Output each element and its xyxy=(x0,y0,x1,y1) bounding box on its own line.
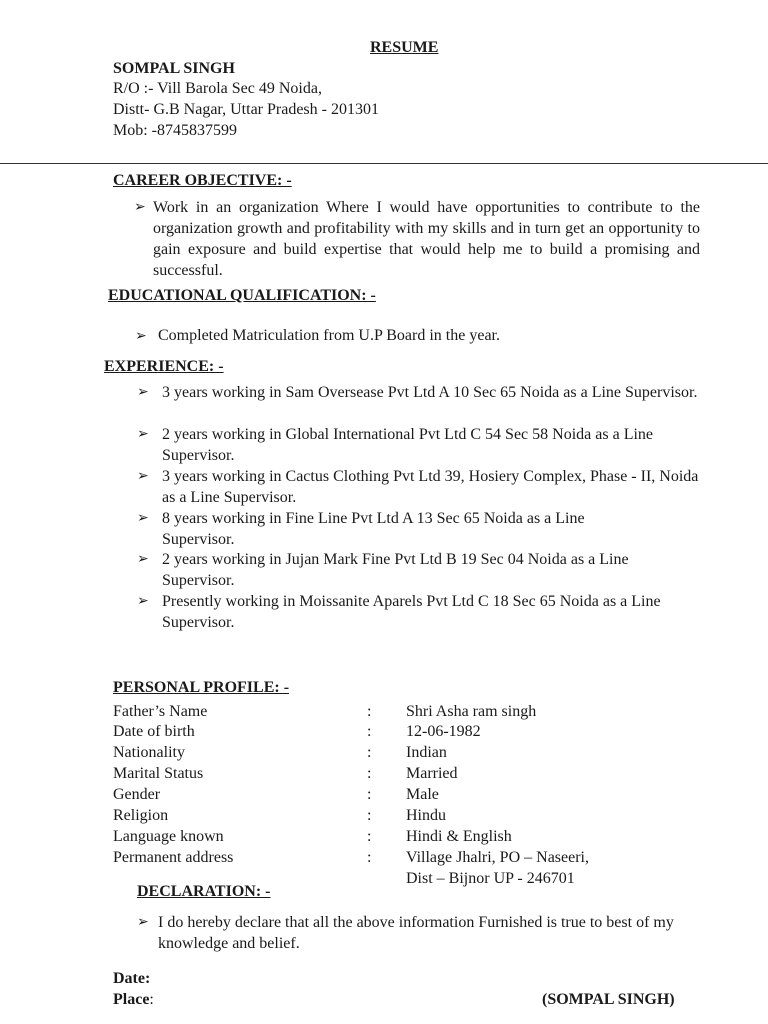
place-label-text: Place xyxy=(113,991,150,1008)
profile-value: 12-06-1982 xyxy=(406,723,481,740)
profile-value: Male xyxy=(406,786,439,803)
candidate-name: SOMPAL SINGH xyxy=(113,60,235,77)
education-item: Completed Matriculation from U.P Board in the year. xyxy=(158,327,500,344)
profile-label: Date of birth xyxy=(113,723,195,740)
experience-heading: EXPERIENCE: - xyxy=(104,358,224,375)
personal-profile-heading: PERSONAL PROFILE: - xyxy=(113,679,290,696)
profile-label: Marital Status xyxy=(113,765,204,782)
address-line-2: Distt- G.B Nagar, Uttar Pradesh - 201301 xyxy=(113,101,379,118)
profile-label: Gender xyxy=(113,786,161,803)
profile-colon: : xyxy=(367,828,372,845)
date-label: Date: xyxy=(113,970,151,987)
profile-value: Hindu xyxy=(406,807,446,824)
bullet-arrow-icon: ➢ xyxy=(137,511,149,526)
experience-item: 8 years working in Fine Line Pvt Ltd A 13 Sec 65 Noida as a Line Supervisor. xyxy=(162,510,585,548)
profile-value: Indian xyxy=(406,744,447,761)
profile-colon: : xyxy=(367,807,372,824)
experience-item: Presently working in Moissanite Aparels Pvt Ltd C 18 Sec 65 Noida as a Line Supervisor. xyxy=(162,593,661,631)
resume-title: RESUME xyxy=(370,39,439,56)
profile-value: Village Jhalri, PO – Naseeri, xyxy=(406,849,589,866)
experience-item: 2 years working in Global International Pvt Ltd C 54 Sec 58 Noida as a Line Supervisor. xyxy=(162,426,654,464)
signature-name: (SOMPAL SINGH) xyxy=(542,991,675,1008)
bullet-arrow-icon: ➢ xyxy=(137,915,149,930)
profile-value: Hindi & English xyxy=(406,828,512,845)
place-label xyxy=(113,990,154,1010)
profile-label: Language known xyxy=(113,828,224,845)
profile-label: Permanent address xyxy=(113,849,234,866)
header-divider xyxy=(0,163,768,164)
bullet-arrow-icon: ➢ xyxy=(137,385,149,400)
profile-colon: : xyxy=(367,849,372,866)
profile-colon: : xyxy=(367,703,372,720)
career-objective-heading: CAREER OBJECTIVE: - xyxy=(113,172,292,189)
bullet-arrow-icon: ➢ xyxy=(137,594,149,609)
profile-colon: : xyxy=(367,765,372,782)
profile-colon: : xyxy=(367,786,372,803)
bullet-arrow-icon: ➢ xyxy=(137,469,149,484)
profile-colon: : xyxy=(367,744,372,761)
profile-label: Religion xyxy=(113,807,169,824)
declaration-text: I do hereby declare that all the above information Furnished is true to best of my knowledge and belief. xyxy=(158,914,674,952)
education-heading: EDUCATIONAL QUALIFICATION: - xyxy=(108,287,376,304)
profile-value: Shri Asha ram singh xyxy=(406,703,537,720)
address-line-1: R/O :- Vill Barola Sec 49 Noida, xyxy=(113,80,322,97)
bullet-arrow-icon: ➢ xyxy=(135,329,147,344)
profile-label: Nationality xyxy=(113,744,185,761)
profile-label: Father’s Name xyxy=(113,703,208,720)
profile-colon: : xyxy=(367,723,372,740)
experience-item: 3 years working in Sam Oversease Pvt Ltd A 10 Sec 65 Noida as a Line Supervisor. xyxy=(162,384,698,401)
place-colon: : xyxy=(149,991,154,1008)
career-objective-text: Work in an organization Where I would have opportunities to contribute to the organization growth and profitability with my skills and in turn get an opportunity to gain exposure and build expertise that would help me to build a promising and successful. xyxy=(153,199,700,279)
experience-item: 3 years working in Cactus Clothing Pvt Ltd 39, Hosiery Complex, Phase - II, Noida as a Line Supervisor. xyxy=(162,468,699,506)
profile-address-line-2: Dist – Bijnor UP - 246701 xyxy=(406,870,575,887)
bullet-arrow-icon: ➢ xyxy=(137,427,149,442)
mobile-number: Mob: -8745837599 xyxy=(113,122,237,139)
experience-item: 2 years working in Jujan Mark Fine Pvt Ltd B 19 Sec 04 Noida as a Line Supervisor. xyxy=(162,551,629,589)
declaration-heading: DECLARATION: - xyxy=(137,883,271,900)
profile-value: Married xyxy=(406,765,458,782)
bullet-arrow-icon: ➢ xyxy=(134,200,146,215)
bullet-arrow-icon: ➢ xyxy=(137,552,149,567)
